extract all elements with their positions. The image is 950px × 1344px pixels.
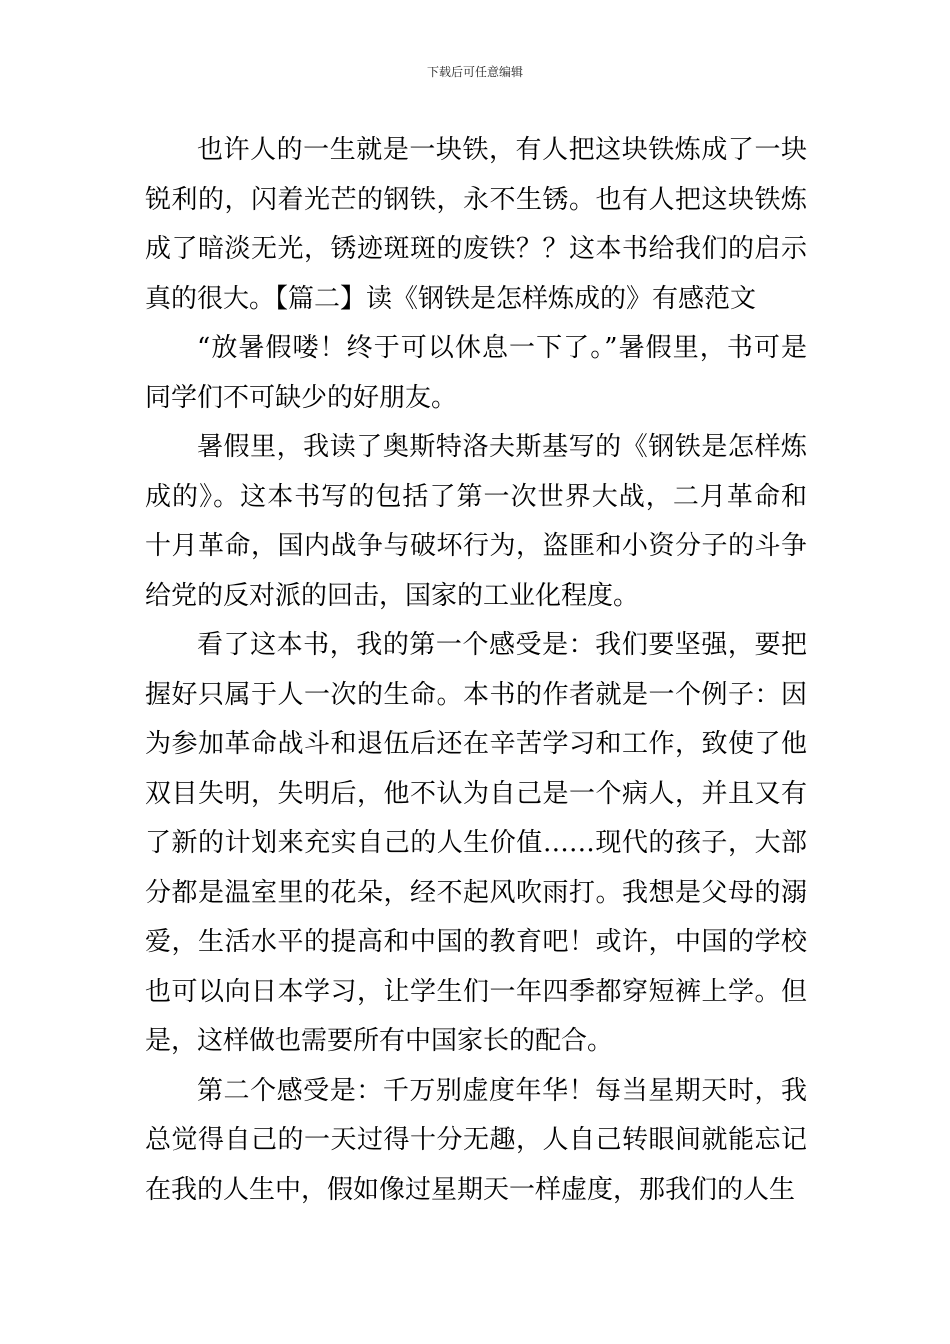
paragraph-1: 也许人的一生就是一块铁，有人把这块铁炼成了一块锐利的，闪着光芒的钢铁，永不生锈。也有人把这块铁炼成了暗淡无光，锈迹斑斑的废铁？？这本书给我们的启示真的很大。【篇二】读《钢铁是怎样炼成的》有感范文 [145,135,807,314]
paragraph-4: 看了这本书，我的第一个感受是：我们要坚强，要把握好只属于人一次的生命。本书的作者就是一个例子：因为参加革命战斗和退伍后还在辛苦学习和工作，致使了他双目失明，失明后，他不认为自己是一个病人，并且又有了新的计划来充实自己的人生价值……现代的孩子，大部分都是温室里的花朵，经不起风吹雨打。我想是父母的溺爱，生活水平的提高和中国的教育吧！或许，中国的学校也可以向日本学习，让学生们一年四季都穿短裤上学。但是，这样做也需要所有中国家长的配合。 [145,630,807,1056]
page-header: 下载后可任意编辑 [426,65,523,79]
body-text [145,126,807,1215]
paragraph-3: 暑假里，我读了奥斯特洛夫斯基写的《钢铁是怎样炼成的》。这本书写的包括了第一次世界大战，二月革命和十月革命，国内战争与破坏行为，盗匪和小资分子的斗争给党的反对派的回击，国家的工业化程度。 [145,432,807,611]
paragraph-2: “放暑假喽！终于可以休息一下了。”暑假里，书可是同学们不可缺少的好朋友。 [145,333,807,413]
paragraph-5: 第二个感受是：千万别虚度年华！每当星期天时，我总觉得自己的一天过得十分无趣，人自己转眼间就能忘记在我的人生中，假如像过星期天一样虚度，那我们的人生 [145,1075,807,1205]
